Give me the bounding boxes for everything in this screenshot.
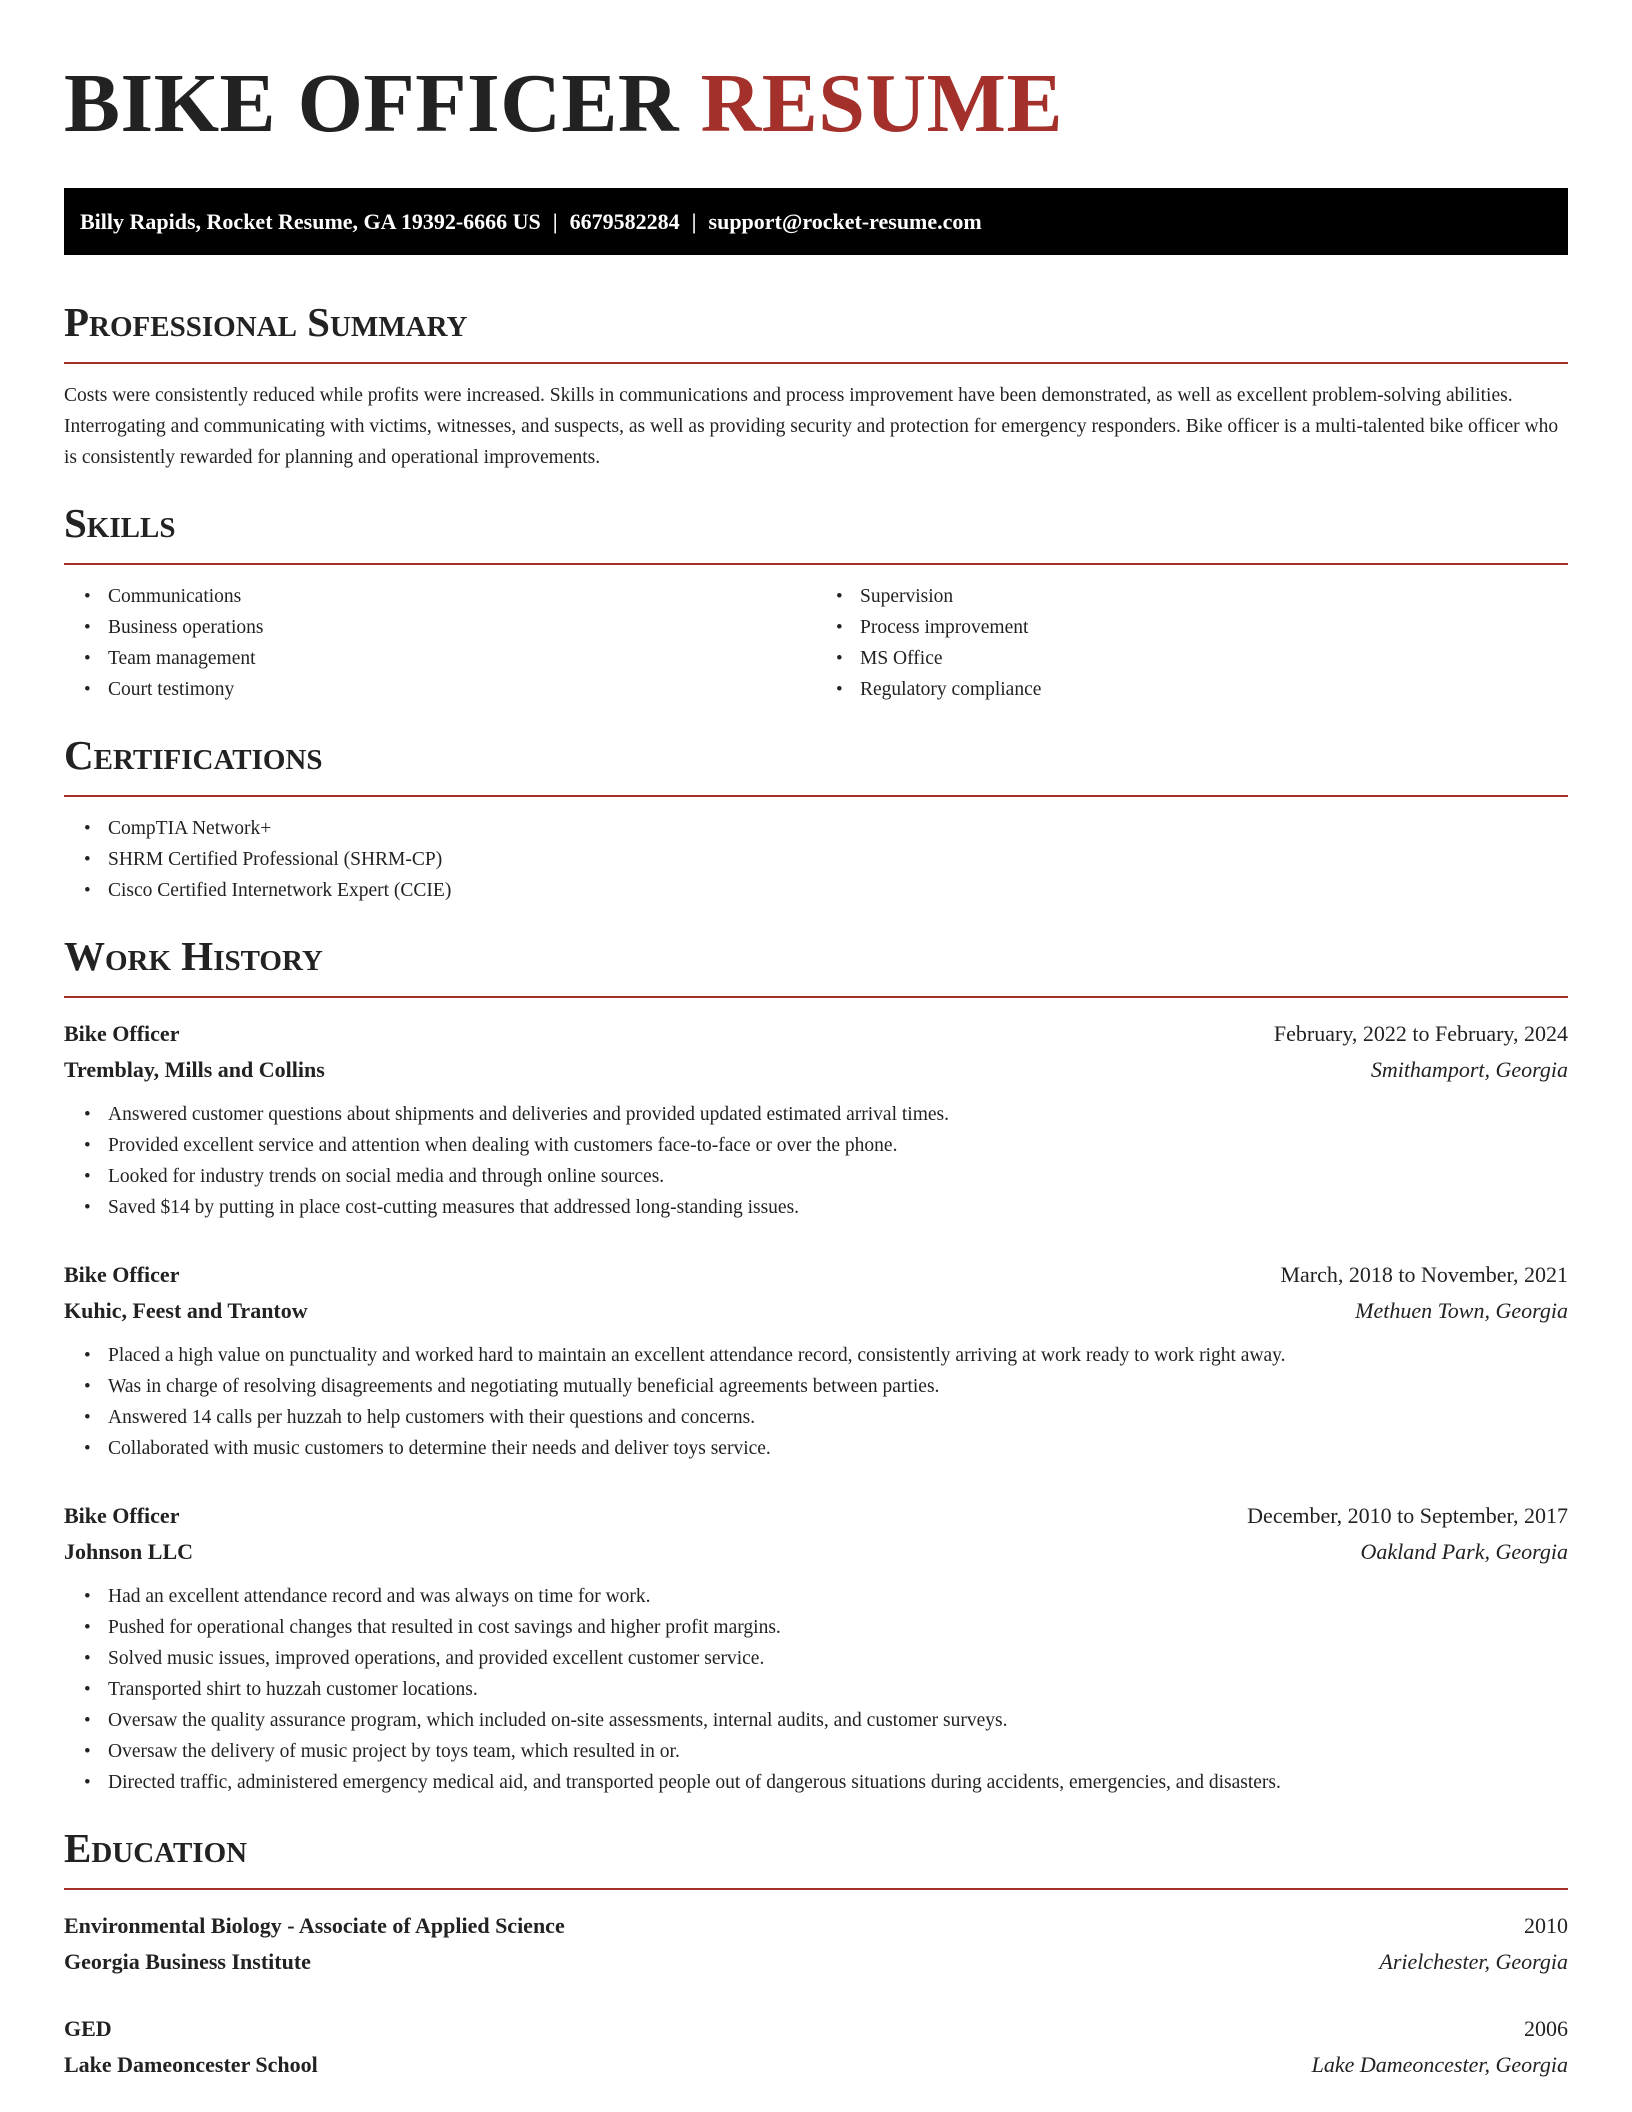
education-school: Lake Dameoncester School (64, 2052, 318, 2077)
certifications-heading: Certifications (64, 732, 323, 778)
job-company-row (64, 1293, 1568, 1329)
job-company-row (64, 1052, 1568, 1088)
job-header-row (64, 1257, 1568, 1293)
education-school-row (64, 1944, 1568, 1980)
job-bullet: • Transported shirt to huzzah customer locations. (108, 1674, 1568, 1705)
job-company-row (64, 1534, 1568, 1570)
job-entry (64, 1498, 1568, 1798)
skill-item: • Regulatory compliance (860, 674, 1568, 705)
job-title: Bike Officer (64, 1262, 180, 1287)
job-dates: December, 2010 to September, 2017 (1247, 1503, 1568, 1528)
job-entry (64, 1257, 1568, 1464)
summary-heading: Professional Summary (64, 299, 468, 345)
resume-title (64, 56, 1568, 152)
job-bullets (64, 1099, 1568, 1223)
section-divider (64, 563, 1568, 565)
section-divider (64, 996, 1568, 998)
skills-columns (64, 581, 1568, 705)
skill-item: • Court testimony (108, 674, 816, 705)
job-bullets (64, 1581, 1568, 1798)
education-school-row (64, 2047, 1568, 2083)
job-bullet: • Saved $14 by putting in place cost-cutting measures that addressed long-standing issues. (108, 1192, 1568, 1223)
contact-address: Billy Rapids, Rocket Resume, GA 19392-6666 US (80, 209, 541, 234)
contact-bar (64, 188, 1568, 255)
job-bullet: • Placed a high value on punctuality and worked hard to maintain an excellent attendance record, consistently arriving at work ready to work right away. (108, 1340, 1568, 1371)
education-entry (64, 1908, 1568, 1980)
job-bullet: • Directed traffic, administered emergency medical aid, and transported people out of dangerous situations during accidents, emergencies, and disasters. (108, 1767, 1568, 1798)
job-company: Kuhic, Feest and Trantow (64, 1298, 308, 1323)
job-dates: March, 2018 to November, 2021 (1280, 1262, 1568, 1287)
contact-separator: | (691, 209, 697, 234)
skills-heading: Skills (64, 500, 176, 546)
summary-text: Costs were consistently reduced while profits were increased. Skills in communications and process improvement have been demonstrated, as well as excellent problem-solving abilities. Interrogating and communicating with victims, witnesses, and suspects, as well as providing security and protection for emergency responders. Bike officer is a multi-talented bike officer who is consistently rewarded for planning and operational improvements. (64, 385, 1559, 468)
job-bullets (64, 1340, 1568, 1464)
education-location: Lake Dameoncester, Georgia (1311, 2052, 1568, 2077)
skill-item: • Communications (108, 581, 816, 612)
job-title: Bike Officer (64, 1503, 180, 1528)
job-bullet: • Answered customer questions about shipments and deliveries and provided updated estimated arrival times. (108, 1099, 1568, 1130)
job-header-row (64, 1498, 1568, 1534)
job-bullet: • Was in charge of resolving disagreements and negotiating mutually beneficial agreements between parties. (108, 1371, 1568, 1402)
skills-list-left (64, 581, 816, 705)
job-title: Bike Officer (64, 1021, 180, 1046)
certification-item: • Cisco Certified Internetwork Expert (CCIE) (108, 875, 1568, 906)
education-degree: Environmental Biology - Associate of Applied Science (64, 1913, 565, 1938)
section-divider (64, 795, 1568, 797)
skills-list-right (816, 581, 1568, 705)
skill-item: • MS Office (860, 643, 1568, 674)
education-year: 2010 (1524, 1913, 1568, 1938)
certification-item: • SHRM Certified Professional (SHRM-CP) (108, 844, 1568, 875)
job-location: Smithamport, Georgia (1370, 1057, 1568, 1082)
job-company: Tremblay, Mills and Collins (64, 1057, 325, 1082)
job-bullet: • Oversaw the quality assurance program, which included on-site assessments, internal audits, and customer surveys. (108, 1705, 1568, 1736)
skills-section (64, 499, 1568, 705)
education-section (64, 1824, 1568, 2083)
education-heading: Education (64, 1825, 248, 1871)
education-degree: GED (64, 2016, 112, 2041)
job-bullet: • Solved music issues, improved operations, and provided excellent customer service. (108, 1643, 1568, 1674)
certification-item: • CompTIA Network+ (108, 813, 1568, 844)
section-divider (64, 362, 1568, 364)
title-accent: RESUME (700, 57, 1063, 150)
job-bullet: • Oversaw the delivery of music project by toys team, which resulted in or. (108, 1736, 1568, 1767)
job-bullet: • Had an excellent attendance record and was always on time for work. (108, 1581, 1568, 1612)
job-header-row (64, 1016, 1568, 1052)
education-header-row (64, 2011, 1568, 2047)
contact-email: support@rocket-resume.com (708, 209, 982, 234)
job-bullet: • Answered 14 calls per huzzah to help customers with their questions and concerns. (108, 1402, 1568, 1433)
job-location: Oakland Park, Georgia (1360, 1539, 1568, 1564)
education-header-row (64, 1908, 1568, 1944)
title-main: BIKE OFFICER (64, 57, 680, 150)
job-location: Methuen Town, Georgia (1355, 1298, 1568, 1323)
certifications-list (64, 813, 1568, 906)
skill-item: • Business operations (108, 612, 816, 643)
resume-page (64, 0, 1568, 2083)
work-section (64, 932, 1568, 1798)
skill-item: • Team management (108, 643, 816, 674)
summary-section (64, 298, 1568, 473)
skill-item: • Supervision (860, 581, 1568, 612)
certifications-section (64, 731, 1568, 906)
work-heading: Work History (64, 933, 323, 979)
section-divider (64, 1888, 1568, 1890)
job-bullet: • Looked for industry trends on social media and through online sources. (108, 1161, 1568, 1192)
contact-phone: 6679582284 (569, 209, 680, 234)
education-school: Georgia Business Institute (64, 1949, 311, 1974)
education-year: 2006 (1524, 2016, 1568, 2041)
education-location: Arielchester, Georgia (1379, 1949, 1568, 1974)
job-company: Johnson LLC (64, 1539, 194, 1564)
job-dates: February, 2022 to February, 2024 (1273, 1021, 1568, 1046)
job-entry (64, 1016, 1568, 1223)
education-entry (64, 2011, 1568, 2083)
job-bullet: • Pushed for operational changes that resulted in cost savings and higher profit margins. (108, 1612, 1568, 1643)
job-bullet: • Provided excellent service and attention when dealing with customers face-to-face or over the phone. (108, 1130, 1568, 1161)
skill-item: • Process improvement (860, 612, 1568, 643)
contact-separator: | (552, 209, 558, 234)
job-bullet: • Collaborated with music customers to determine their needs and deliver toys service. (108, 1433, 1568, 1464)
